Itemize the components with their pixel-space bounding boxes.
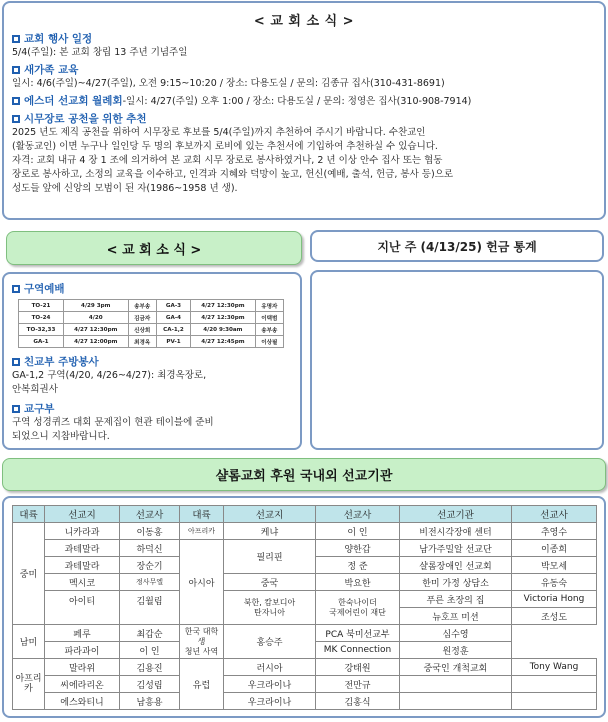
missionary-cell: 김용진 xyxy=(120,659,180,676)
parish-dept-heading: 교구부 xyxy=(12,401,292,416)
field-cell: 파라과이 xyxy=(45,642,120,659)
missionary-cell: 한숙나이더 국제어린이 재단 xyxy=(316,591,400,625)
cell-worship-heading: 구역예배 xyxy=(12,281,292,296)
cell-worship-cell: 4/27 12:30pm xyxy=(64,324,129,336)
cell-worship-cell: GA-1 xyxy=(19,336,64,348)
missionary-cell: 박요한 xyxy=(316,574,400,591)
column-header: 선교지 xyxy=(224,506,316,523)
missionary-cell: 조성도 xyxy=(512,608,597,625)
square-bullet-icon xyxy=(12,405,20,413)
cell-worship-cell: 유명자 xyxy=(255,300,283,312)
column-header: 대륙 xyxy=(180,506,224,523)
field-cell: 한국 대학생 청년 사역 xyxy=(180,625,224,659)
missionary-cell: 강태원 xyxy=(316,659,400,676)
cell-worship-cell: 송부송 xyxy=(255,324,283,336)
missionary-cell: 하덕신 xyxy=(120,540,180,557)
continent-cell: 유럽 xyxy=(180,659,224,710)
agency-cell xyxy=(400,693,512,710)
agency-cell: 뉴호프 미션 xyxy=(400,608,512,625)
field-cell: 에스와티니 xyxy=(45,693,120,710)
continent-cell: 아프리카 xyxy=(180,523,224,540)
cell-worship-cell: CA-1,2 xyxy=(156,324,190,336)
missionary-cell: 추영수 xyxy=(512,523,597,540)
column-header: 선교지 xyxy=(45,506,120,523)
cell-worship-row xyxy=(19,312,284,324)
cell-worship-cell: 신상희 xyxy=(128,324,156,336)
cell-worship-cell: 4/27 12:30pm xyxy=(191,312,256,324)
cell-worship-row xyxy=(19,324,284,336)
cell-worship-cell: TO-24 xyxy=(19,312,64,324)
missionary-cell: 정사무엘 xyxy=(120,574,180,591)
parish-dept-text: 되었으니 지참바랍니다. xyxy=(12,431,110,442)
agency-cell: 한미 가정 상담소 xyxy=(400,574,512,591)
field-cell: 과테말라 xyxy=(45,557,120,574)
missionary-cell xyxy=(512,693,597,710)
field-cell: 필리핀 xyxy=(224,540,316,574)
field-cell: 페루 xyxy=(45,625,120,642)
missionary-cell: 이동홍 xyxy=(120,523,180,540)
square-bullet-icon xyxy=(12,285,20,293)
church-news-box xyxy=(2,1,606,220)
parish-dept-text: 구역 성경퀴즈 대회 문제집이 현관 테이블에 준비 xyxy=(12,417,214,428)
elder-nomination-line: 성도들 앞에 신앙의 모범이 된 자(1986~1958 년 생). xyxy=(12,183,238,194)
missionary-cell: 이종희 xyxy=(512,540,597,557)
missionary-cell: 이 인 xyxy=(316,523,400,540)
agency-cell xyxy=(400,676,512,693)
missionary-cell: 원정훈 xyxy=(400,642,512,659)
field-cell: 니카라과 xyxy=(45,523,120,540)
field-cell: 말라위 xyxy=(45,659,120,676)
agency-cell: 남가주밀알 선교단 xyxy=(400,540,512,557)
event-schedule-text: 5/4(주일): 본 교회 창립 13 주년 기념주일 xyxy=(12,47,188,58)
cell-worship-cell: GA-4 xyxy=(156,312,190,324)
agency-cell: 푸른 초장의 집 xyxy=(400,591,512,608)
kitchen-service-heading: 친교부 주방봉사 xyxy=(12,354,292,369)
missionary-cell: 최갑순 xyxy=(120,625,180,642)
agency-cell: 비전시각장애 센터 xyxy=(400,523,512,540)
agency-cell: 샬롬장애인 선교회 xyxy=(400,557,512,574)
elder-nomination-line: 자격: 교회 내규 4 장 1 조에 의거하여 본 교회 시무 장로로 봉사하였거나, 2 년 이상 안수 집사 또는 협동 xyxy=(12,155,443,166)
square-bullet-icon xyxy=(12,97,20,105)
cell-worship-cell: 최경옥 xyxy=(128,336,156,348)
column-header: 대륙 xyxy=(13,506,45,523)
square-bullet-icon xyxy=(12,115,20,123)
cell-worship-cell: GA-3 xyxy=(156,300,190,312)
missionary-cell: 장순기 xyxy=(120,557,180,574)
news-left-box xyxy=(2,272,302,450)
missionary-cell: 박모세 xyxy=(512,557,597,574)
square-bullet-icon xyxy=(12,66,20,74)
missionary-cell: 이 인 xyxy=(120,642,180,659)
agency-cell: MK Connection xyxy=(316,642,400,659)
column-header: 선교사 xyxy=(120,506,180,523)
missionary-cell: 김월림 xyxy=(120,591,180,625)
cell-worship-cell: 이상필 xyxy=(255,336,283,348)
agency-cell: PCA 북미선교부 xyxy=(316,625,400,642)
field-cell: 우크라이나 xyxy=(224,693,316,710)
missionary-cell: Victoria Hong xyxy=(512,591,597,608)
elder-nomination-heading: 시무장로 공천을 위한 추천 xyxy=(12,111,596,126)
square-bullet-icon xyxy=(12,35,20,43)
church-news-banner: < 교 회 소 식 > xyxy=(6,231,302,265)
elder-nomination-line: (활동교인) 이면 누구나 일인당 두 명의 후보까지 로비에 있는 추천서에 기입하여 추천하실 수 있습니다. xyxy=(12,141,438,152)
cell-worship-cell: 김금자 xyxy=(128,312,156,324)
cell-worship-cell: 이택범 xyxy=(255,312,283,324)
field-cell: 아이티 xyxy=(45,591,120,625)
cell-worship-cell: 4/27 12:30pm xyxy=(191,300,256,312)
cell-worship-cell: TO-21 xyxy=(19,300,64,312)
missionary-cell: 김성림 xyxy=(120,676,180,693)
field-cell: 러시아 xyxy=(224,659,316,676)
missionary-cell: 김홍식 xyxy=(316,693,400,710)
continent-cell: 아프리카 xyxy=(13,659,45,710)
field-cell: 북한, 캄보디아 탄자니아 xyxy=(224,591,316,625)
continent-cell: 남미 xyxy=(13,625,45,659)
field-cell: 우크라이나 xyxy=(224,676,316,693)
kitchen-service-text: GA-1,2 구역(4/20, 4/26~4/27): 최경옥장로, xyxy=(12,370,207,381)
offering-stats-box xyxy=(310,270,604,450)
event-schedule-heading: 교회 행사 일정 xyxy=(12,31,596,46)
cell-worship-cell: 4/27 12:45pm xyxy=(191,336,256,348)
cell-worship-cell: 4/20 xyxy=(64,312,129,324)
missionary-cell: 양한갑 xyxy=(316,540,400,557)
agency-cell: 중국인 개척교회 xyxy=(400,659,512,676)
missionary-cell: 남흥용 xyxy=(120,693,180,710)
cell-worship-cell: TO-32,33 xyxy=(19,324,64,336)
cell-worship-row xyxy=(19,336,284,348)
square-bullet-icon xyxy=(12,358,20,366)
cell-worship-cell: 송부송 xyxy=(128,300,156,312)
cell-worship-row xyxy=(19,300,284,312)
continent-cell: 아시아 xyxy=(180,540,224,625)
cell-worship-cell: 4/29 3pm xyxy=(64,300,129,312)
missionary-cell: 심수영 xyxy=(400,625,512,642)
newcomer-education-text: 일시: 4/6(주일)~4/27(주일), 오전 9:15~10:20 / 장소: 다용도실 / 문의: 김종규 집사(310-431-8691) xyxy=(12,78,445,89)
field-cell: 씨에라리온 xyxy=(45,676,120,693)
missionary-cell: 유동숙 xyxy=(512,574,597,591)
offering-stats-header: 지난 주 (4/13/25) 헌금 통계 xyxy=(310,230,604,262)
newcomer-education-heading: 새가족 교육 xyxy=(12,62,596,77)
esther-mission-line: 에스더 선교회 월례회-일시: 4/27(주일) 오후 1:00 / 장소: 다용도실 / 문의: 정영은 집사(310-908-7914) xyxy=(12,94,596,109)
column-header: 선교사 xyxy=(512,506,597,523)
cell-worship-cell: PV-1 xyxy=(156,336,190,348)
field-cell: 멕시코 xyxy=(45,574,120,591)
elder-nomination-line: 2025 년도 제직 공천을 위하여 시무장로 후보를 5/4(주일)까지 추천하여 주시기 바랍니다. 수찬교인 xyxy=(12,127,426,138)
kitchen-service-text: 안복희권사 xyxy=(12,384,58,395)
missionary-cell: 전만규 xyxy=(316,676,400,693)
missionary-cell xyxy=(512,676,597,693)
missionary-cell: 홍승주 xyxy=(224,625,316,659)
cell-worship-cell: 4/20 9:30am xyxy=(191,324,256,336)
elder-nomination-line: 장로로 봉사하고, 소정의 교육을 이수하고, 인격과 지혜와 덕망이 높고, 헌신(예배, 출석, 헌금, 봉사 등)으로 xyxy=(12,169,454,180)
field-cell: 케냐 xyxy=(224,523,316,540)
field-cell: 중국 xyxy=(224,574,316,591)
column-header: 선교기관 xyxy=(400,506,512,523)
missionary-cell: 정 준 xyxy=(316,557,400,574)
field-cell: 과테말라 xyxy=(45,540,120,557)
mission-table xyxy=(12,505,597,710)
continent-cell: 중미 xyxy=(13,523,45,625)
cell-worship-table xyxy=(18,299,284,348)
column-header: 선교사 xyxy=(316,506,400,523)
cell-worship-cell: 4/27 12:00pm xyxy=(64,336,129,348)
missionary-cell: Tony Wang xyxy=(512,659,597,676)
mission-banner: 샬롬교회 후원 국내외 선교기관 xyxy=(2,458,606,491)
church-news-title: < 교 회 소 식 > xyxy=(253,14,355,29)
